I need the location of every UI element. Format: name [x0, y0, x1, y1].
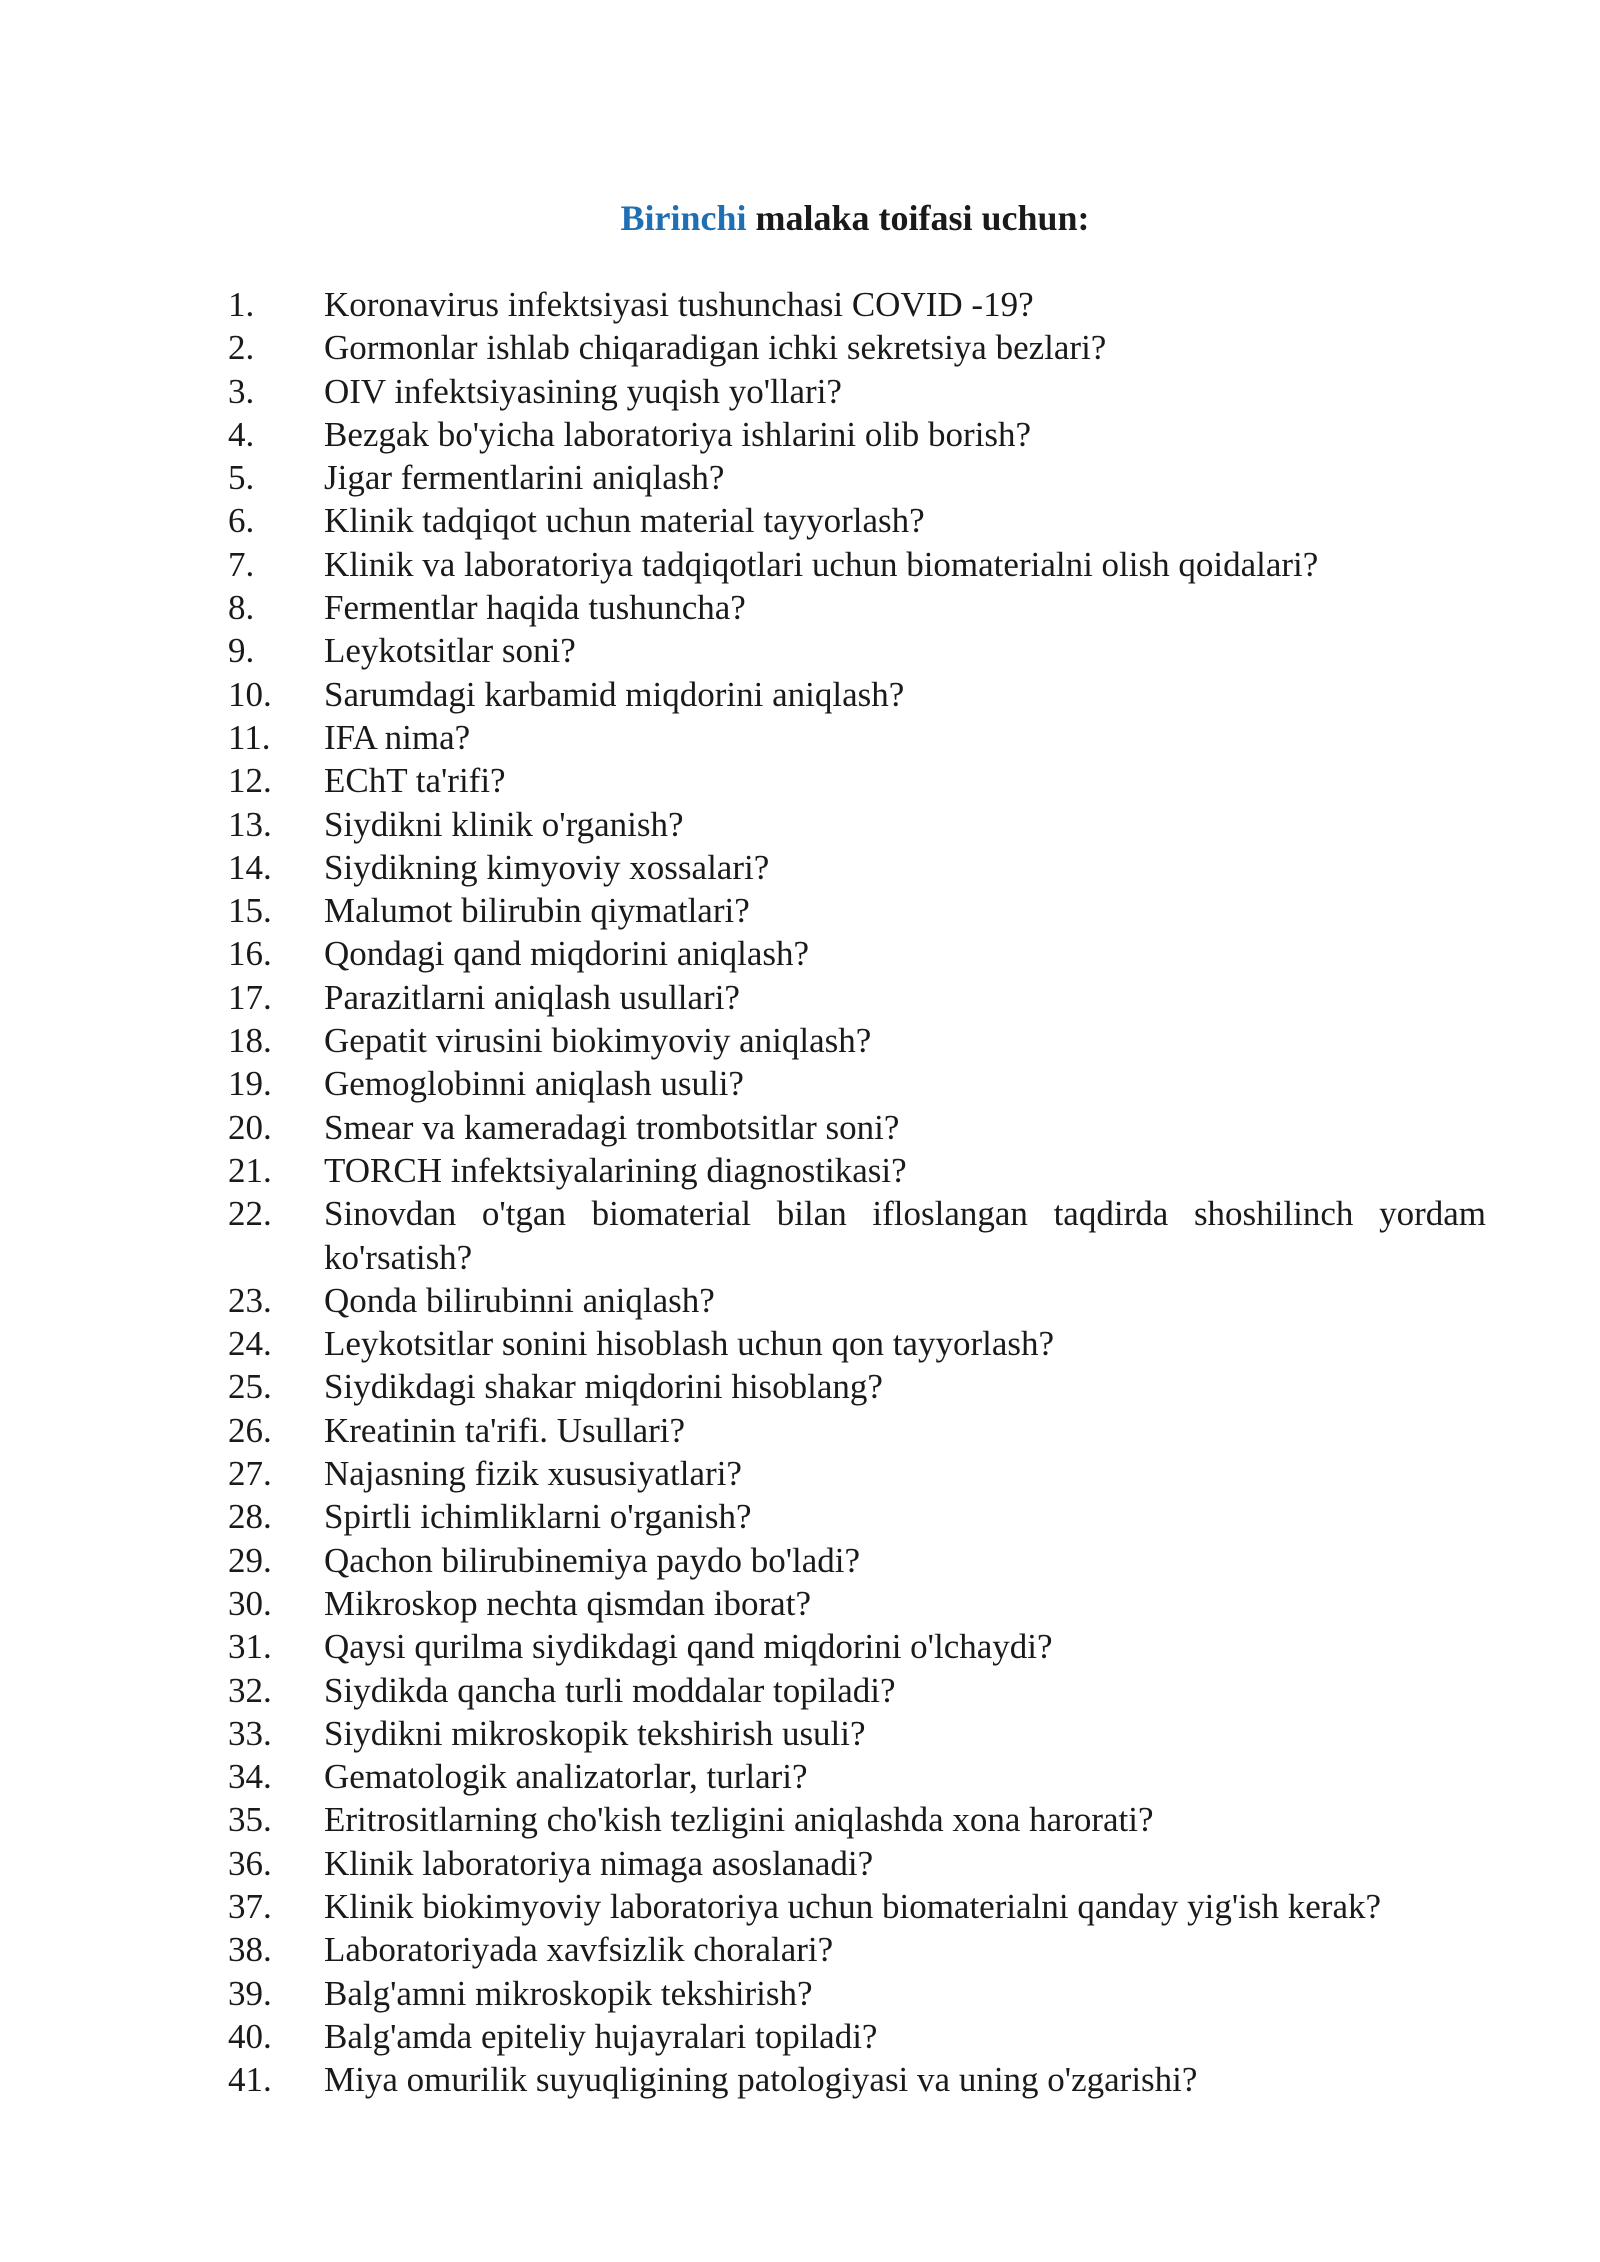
title-accent-word: Birinchi	[620, 198, 747, 238]
question-item	[228, 846, 1486, 889]
question-number: 12.	[228, 761, 272, 801]
question-text: Fermentlar haqida tushuncha?	[324, 588, 746, 628]
question-text: OIV infektsiyasining yuqish yo'llari?	[324, 371, 842, 411]
question-text: Parazitlarni aniqlash usullari?	[324, 977, 740, 1017]
question-text: Malumot bilirubin qiymatlari?	[324, 891, 750, 931]
question-item	[228, 1322, 1486, 1365]
question-item	[228, 499, 1486, 542]
question-item	[228, 1149, 1486, 1192]
question-number: 15.	[228, 891, 272, 931]
question-number: 17.	[228, 977, 272, 1017]
question-item	[228, 1452, 1486, 1495]
question-item	[228, 1365, 1486, 1408]
question-item	[228, 1712, 1486, 1755]
question-text: Qondagi qand miqdorini aniqlash?	[324, 934, 810, 974]
question-number: 3.	[228, 371, 255, 411]
question-item	[228, 586, 1486, 629]
question-item	[228, 1755, 1486, 1798]
question-number: 34.	[228, 1757, 272, 1797]
question-number: 13.	[228, 804, 272, 844]
question-number: 4.	[228, 414, 255, 454]
question-text: Najasning fizik xususiyatlari?	[324, 1454, 742, 1494]
question-item	[228, 803, 1486, 846]
question-item	[228, 370, 1486, 413]
question-item	[228, 1106, 1486, 1149]
question-item	[228, 2015, 1486, 2058]
question-text: IFA nima?	[324, 717, 471, 757]
question-item	[228, 283, 1486, 326]
question-item	[228, 1885, 1486, 1928]
question-item	[228, 932, 1486, 975]
question-number: 21.	[228, 1150, 272, 1190]
question-text: Smear va kameradagi trombotsitlar soni?	[324, 1107, 900, 1147]
question-number: 11.	[228, 717, 271, 757]
question-number: 32.	[228, 1670, 272, 1710]
question-number: 30.	[228, 1583, 272, 1623]
question-number: 14.	[228, 847, 272, 887]
question-text: Leykotsitlar soni?	[324, 631, 576, 671]
question-item	[228, 1409, 1486, 1452]
question-text: Kreatinin ta'rifi. Usullari?	[324, 1410, 686, 1450]
question-text: Koronavirus infektsiyasi tushunchasi COVID -19?	[324, 285, 1034, 324]
page-title	[0, 196, 1600, 240]
question-item	[228, 1539, 1486, 1582]
question-item	[228, 629, 1486, 672]
question-item	[228, 2058, 1486, 2101]
question-item	[228, 1062, 1486, 1105]
question-list	[228, 283, 1486, 2101]
question-text: Klinik va laboratoriya tadqiqotlari uchun biomaterialni olish qoidalari?	[324, 544, 1319, 584]
question-item	[228, 1495, 1486, 1538]
question-text: Spirtli ichimliklarni o'rganish?	[324, 1497, 752, 1537]
question-number: 38.	[228, 1930, 272, 1970]
question-text: Siydikning kimyoviy xossalari?	[324, 847, 770, 887]
question-number: 39.	[228, 1973, 272, 2013]
question-item	[228, 889, 1486, 932]
question-number: 29.	[228, 1540, 272, 1580]
question-item	[228, 1972, 1486, 2015]
question-text: EChT ta'rifi?	[324, 761, 506, 801]
question-number: 2.	[228, 328, 255, 368]
question-item	[228, 1669, 1486, 1712]
question-text: Qachon bilirubinemiya paydo bo'ladi?	[324, 1540, 861, 1580]
question-number: 9.	[228, 631, 255, 671]
question-text: Laboratoriyada xavfsizlik choralari?	[324, 1930, 834, 1970]
question-text: Gemoglobinni aniqlash usuli?	[324, 1064, 744, 1104]
question-text: TORCH infektsiyalarining diagnostikasi?	[324, 1150, 907, 1190]
question-item	[228, 543, 1486, 586]
question-number: 5.	[228, 458, 255, 498]
question-text: Sarumdagi karbamid miqdorini aniqlash?	[324, 674, 905, 714]
question-text: Klinik tadqiqot uchun material tayyorlash?	[324, 501, 925, 541]
question-text: Balg'amda epiteliy hujayralari topiladi?	[324, 2016, 878, 2056]
question-item	[228, 1019, 1486, 1062]
question-item	[228, 1625, 1486, 1668]
question-text: Eritrositlarning cho'kish tezligini aniqlashda xona harorati?	[324, 1800, 1154, 1840]
question-number: 25.	[228, 1367, 272, 1407]
question-number: 7.	[228, 544, 255, 584]
question-item	[228, 976, 1486, 1019]
question-number: 10.	[228, 674, 272, 714]
question-number: 26.	[228, 1410, 272, 1450]
question-number: 6.	[228, 501, 255, 541]
question-text: Bezgak bo'yicha laboratoriya ishlarini olib borish?	[324, 414, 1032, 454]
question-number: 8.	[228, 588, 255, 628]
question-item	[228, 413, 1486, 456]
question-item	[228, 1192, 1486, 1279]
question-text: Balg'amni mikroskopik tekshirish?	[324, 1973, 813, 2013]
question-number: 40.	[228, 2016, 272, 2056]
question-text: Mikroskop nechta qismdan iborat?	[324, 1583, 811, 1623]
question-number: 1.	[228, 285, 255, 324]
question-text: Siydikni klinik o'rganish?	[324, 804, 684, 844]
question-number: 18.	[228, 1021, 272, 1061]
question-text: Qonda bilirubinni aniqlash?	[324, 1280, 715, 1320]
question-number: 16.	[228, 934, 272, 974]
question-text: Klinik laboratoriya nimaga asoslanadi?	[324, 1843, 874, 1883]
question-text: Qaysi qurilma siydikdagi qand miqdorini o'lchaydi?	[324, 1627, 1053, 1667]
question-number: 33.	[228, 1713, 272, 1753]
question-item	[228, 456, 1486, 499]
question-item	[228, 1582, 1486, 1625]
question-number: 27.	[228, 1454, 272, 1494]
question-number: 23.	[228, 1280, 272, 1320]
question-item	[228, 1928, 1486, 1971]
question-text: Jigar fermentlarini aniqlash?	[324, 458, 725, 498]
question-item	[228, 1279, 1486, 1322]
question-text: Klinik biokimyoviy laboratoriya uchun biomaterialni qanday yig'ish kerak?	[324, 1886, 1382, 1926]
question-number: 20.	[228, 1107, 272, 1147]
question-text: Gormonlar ishlab chiqaradigan ichki sekretsiya bezlari?	[324, 328, 1107, 368]
question-item	[228, 1842, 1486, 1885]
question-item	[228, 326, 1486, 369]
question-text: Miya omurilik suyuqligining patologiyasi va uning o'zgarishi?	[324, 2060, 1198, 2100]
question-text: Siydikda qancha turli moddalar topiladi?	[324, 1670, 896, 1710]
question-number: 41.	[228, 2060, 272, 2100]
question-item	[228, 673, 1486, 716]
title-rest: malaka toifasi uchun:	[746, 198, 1090, 238]
question-text: Sinovdan o'tgan biomaterial bilan ifloslangan taqdirda shoshilinch yordam ko'rsatish?	[324, 1194, 1486, 1277]
question-number: 19.	[228, 1064, 272, 1104]
question-item	[228, 1798, 1486, 1841]
question-text: Gepatit virusini biokimyoviy aniqlash?	[324, 1021, 872, 1061]
question-number: 24.	[228, 1324, 272, 1364]
question-number: 31.	[228, 1627, 272, 1667]
question-number: 28.	[228, 1497, 272, 1537]
question-number: 22.	[228, 1194, 272, 1234]
question-text: Siydikdagi shakar miqdorini hisoblang?	[324, 1367, 883, 1407]
question-item	[228, 716, 1486, 759]
question-number: 37.	[228, 1886, 272, 1926]
question-text: Leykotsitlar sonini hisoblash uchun qon tayyorlash?	[324, 1324, 1055, 1364]
question-text: Siydikni mikroskopik tekshirish usuli?	[324, 1713, 866, 1753]
question-number: 35.	[228, 1800, 272, 1840]
question-number: 36.	[228, 1843, 272, 1883]
question-item	[228, 759, 1486, 802]
question-text: Gematologik analizatorlar, turlari?	[324, 1757, 808, 1797]
